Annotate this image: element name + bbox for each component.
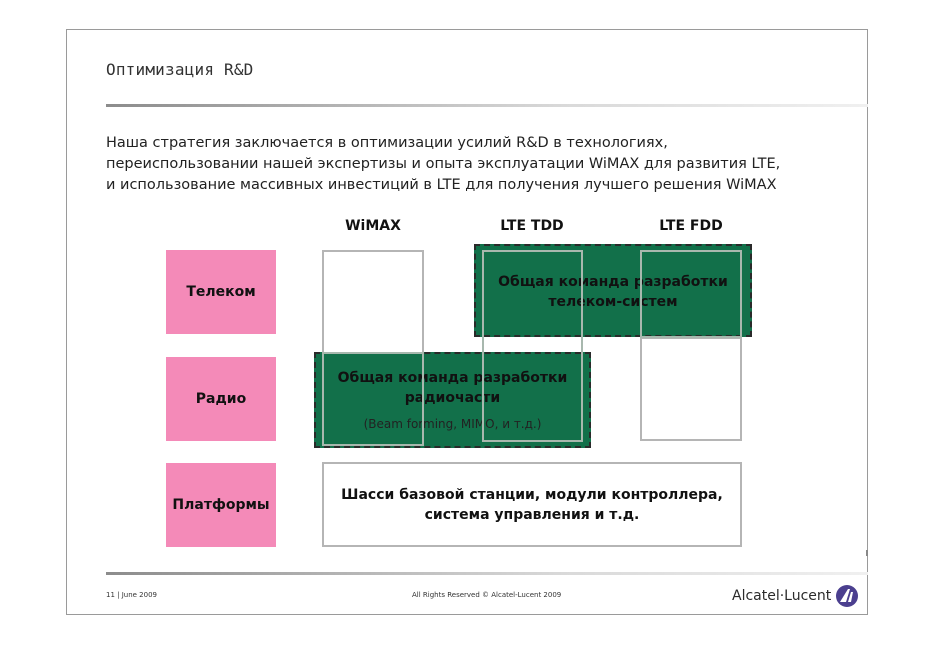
footer-divider (106, 572, 868, 575)
title-divider (106, 104, 868, 107)
footer-rights: All Rights Reserved © Alcatel-Lucent 2009 (412, 591, 562, 599)
column-box-wimax-overlay (322, 352, 424, 446)
row-label-radio (166, 357, 276, 441)
platform-line-1: Шасси базовой станции, модули контроллера, (341, 486, 723, 503)
radio-team-subtitle: (Beam forming, MIMO, и т.д.) (363, 417, 542, 431)
column-header-lte-tdd: LTE TDD (500, 218, 564, 234)
intro-line-3: и использование массивных инвестиций в LTE для получения лучшего решения WiMAX (106, 177, 777, 193)
column-box-lte-fdd-upper (640, 250, 742, 338)
intro-text (106, 133, 846, 196)
column-header-wimax: WiMAX (345, 218, 401, 234)
edge-tick (866, 550, 868, 556)
telecom-team-line-1: Общая команда разработки (498, 274, 728, 290)
radio-team-line-1: Общая команда разработки (337, 370, 568, 386)
row-label-radio-text: Радио (195, 391, 247, 407)
row-label-telecom (166, 250, 276, 334)
column-box-lte-tdd (482, 250, 583, 442)
row-label-platforms (166, 463, 276, 547)
row-label-telecom-text: Телеком (186, 284, 256, 300)
platform-box (322, 462, 742, 547)
row-label-platforms-text: Платформы (172, 497, 270, 513)
column-header-lte-fdd: LTE FDD (659, 218, 723, 234)
platform-line-2: система управления и т.д. (424, 506, 640, 523)
intro-line-1: Наша стратегия заключается в оптимизации усилий R&D в технологиях, (106, 135, 668, 151)
brand-logo-group (732, 584, 859, 608)
brand-name: Alcatel·Lucent (732, 588, 832, 604)
telecom-team-line-2: телеком-систем (548, 294, 678, 310)
alcatel-lucent-logo-icon (835, 584, 859, 608)
intro-line-2: переиспользовании нашей экспертизы и опыта эксплуатации WiMAX для развития LTE, (106, 156, 781, 172)
slide-title: Оптимизация R&D (106, 60, 254, 79)
column-box-lte-fdd-lower (640, 337, 742, 441)
radio-team-line-2: радиочасти (404, 390, 501, 406)
footer-page-info: 11 | June 2009 (106, 591, 157, 599)
